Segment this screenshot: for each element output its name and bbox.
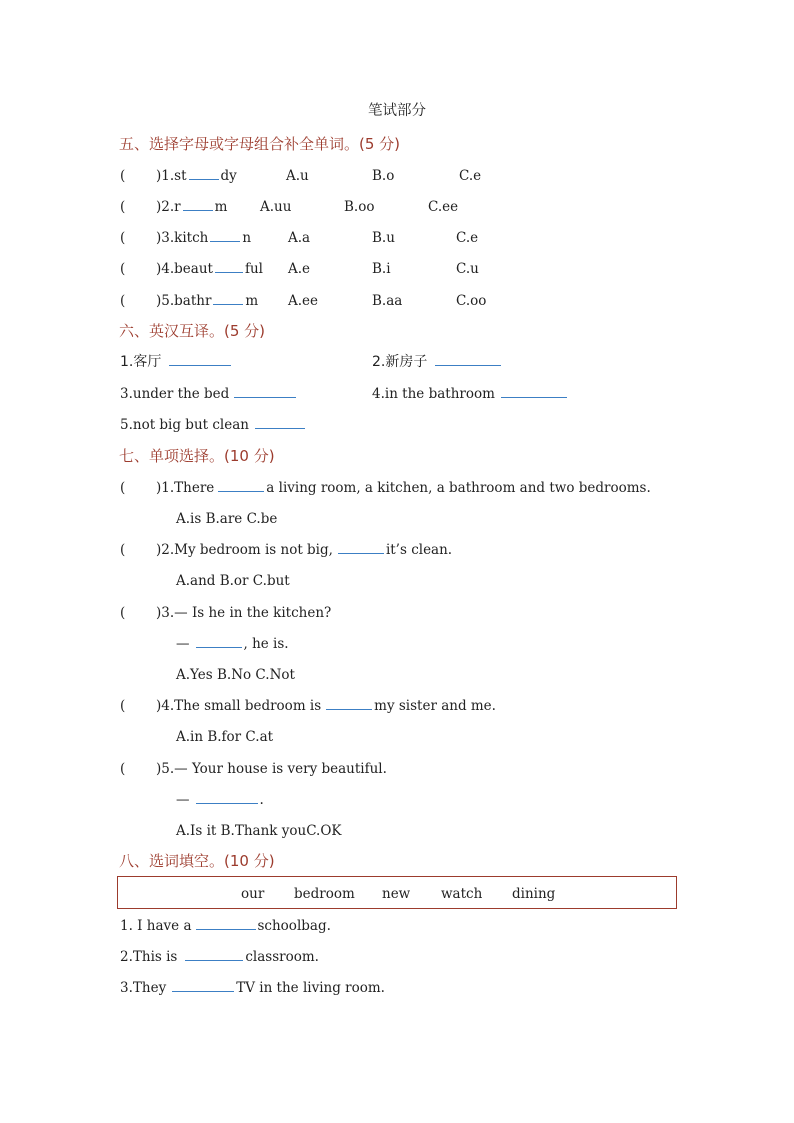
answer-blank[interactable] — [210, 229, 240, 242]
translate-item-1: 1.客厅 — [120, 353, 233, 371]
section-6-heading: 六、英汉互译。(5 分) — [119, 322, 266, 340]
section-8-heading: 八、选词填空。(10 分) — [119, 852, 275, 870]
answer-blank[interactable] — [172, 979, 234, 992]
answer-blank[interactable] — [338, 541, 384, 554]
answer-blank[interactable] — [234, 385, 296, 398]
fill-item-2: 2.This is classroom. — [120, 949, 319, 965]
page-title: 笔试部分 — [368, 103, 426, 119]
word-bank-word: new — [382, 886, 411, 902]
answer-blank[interactable] — [169, 353, 231, 366]
translate-item-4: 4.in the bathroom — [372, 385, 569, 403]
fill-item-3: 3.They TV in the living room. — [120, 980, 385, 996]
answer-blank[interactable] — [213, 292, 243, 305]
section-7-heading: 七、单项选择。(10 分) — [119, 447, 275, 465]
answer-blank[interactable] — [189, 167, 219, 180]
word-bank-word: dining — [512, 886, 556, 902]
section-5-heading: 五、选择字母或字母组合补全单词。(5 分) — [119, 135, 401, 153]
answer-blank[interactable] — [218, 479, 264, 492]
answer-blank[interactable] — [196, 791, 258, 804]
fill-item-1: 1. I have a schoolbag. — [120, 918, 331, 934]
answer-blank[interactable] — [185, 948, 243, 961]
translate-item-3: 3.under the bed — [120, 385, 298, 403]
answer-blank[interactable] — [196, 917, 256, 930]
answer-blank[interactable] — [501, 385, 567, 398]
answer-blank[interactable] — [326, 697, 372, 710]
translate-item-2: 2.新房子 — [372, 353, 503, 371]
answer-blank[interactable] — [255, 416, 305, 429]
word-bank-word: watch — [441, 886, 483, 902]
answer-blank[interactable] — [183, 198, 213, 211]
word-bank-word: bedroom — [294, 886, 355, 902]
word-bank-word: our — [241, 886, 265, 902]
answer-blank[interactable] — [435, 353, 501, 366]
answer-blank[interactable] — [196, 635, 242, 648]
answer-blank[interactable] — [215, 260, 243, 273]
translate-item-5: 5.not big but clean — [120, 416, 307, 434]
